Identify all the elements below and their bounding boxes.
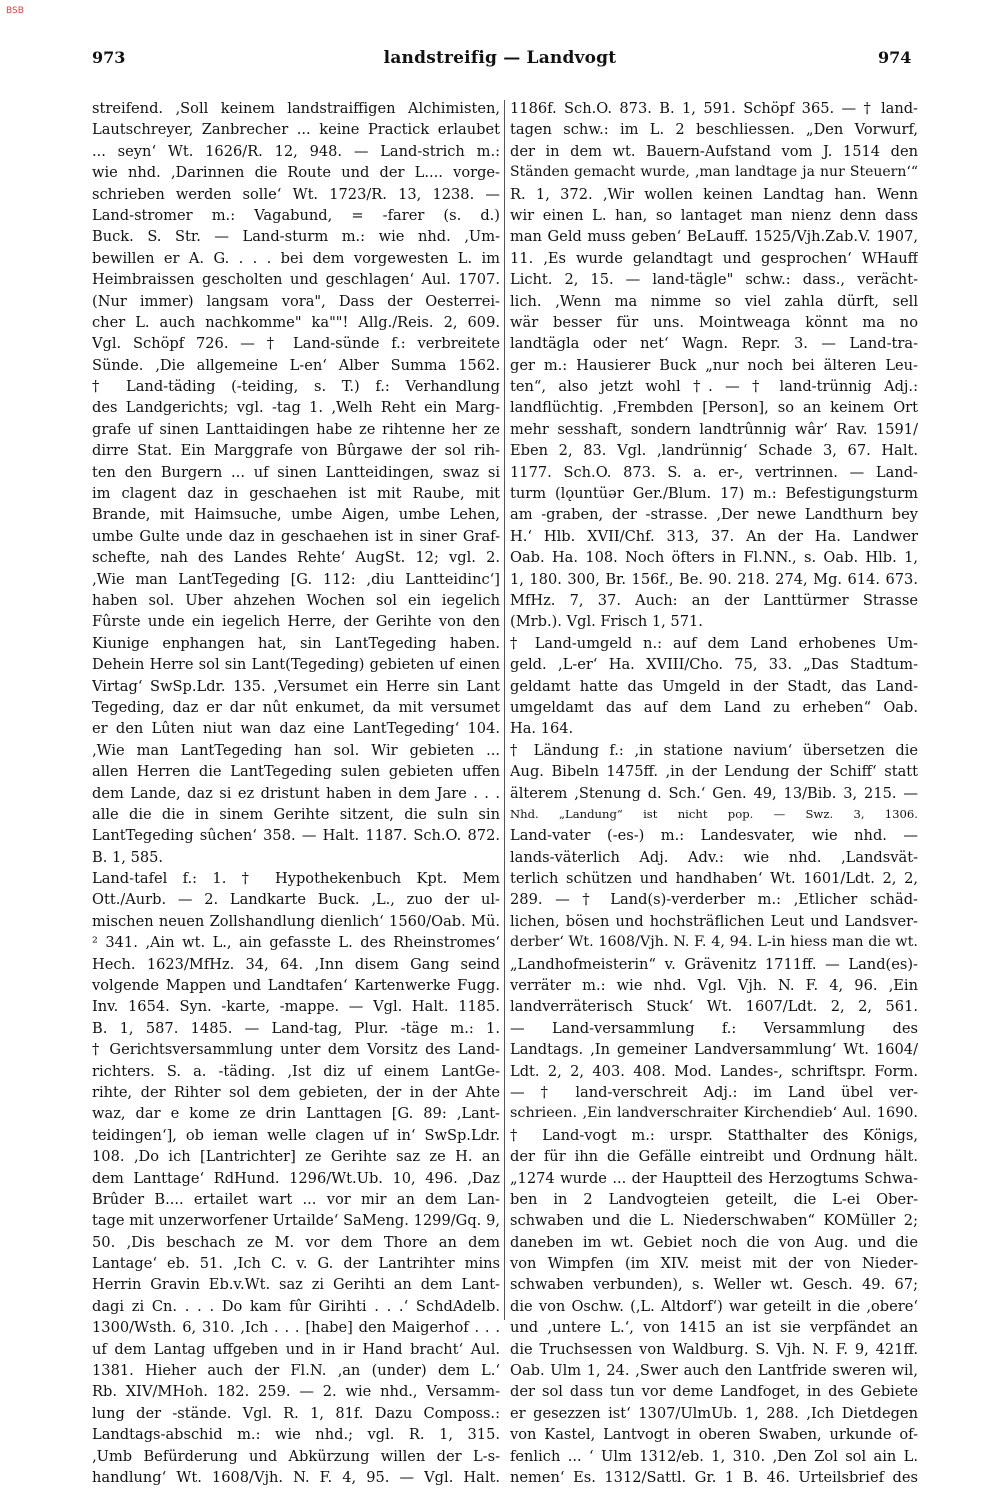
text-line: der sol dass tun vor deme Landfoget, in des Gebiete [510, 1383, 918, 1401]
text-line: umgeldamt das auf dem Land zu erheben“ Oab. [510, 698, 918, 716]
text-line: schwaben verbunden), s. Weller wt. Gesch. 49. 67; [510, 1276, 918, 1294]
text-line: (Nur immer) langsam vora", Dass der Oesterrei- [92, 292, 500, 310]
text-line: lung der -stände. Vgl. R. 1, 81f. Dazu Composs.: [92, 1404, 500, 1422]
text-line: schrieben werden solle‘ Wt. 1723/R. 13, 1238. — [92, 185, 500, 203]
text-line: R. 1, 372. ‚Wir wollen keinen Landtag han. Wenn [510, 185, 918, 203]
text-line: † Ländung f.: ‚in statione navium‘ übersetzen die [510, 741, 918, 759]
text-line: Aug. Bibeln 1475ff. ‚in der Lendung der Schiff‘ statt [510, 763, 918, 781]
text-line: des Landgerichts; vgl. -tag 1. ‚Welh Reht ein Marg- [92, 399, 500, 417]
text-line: handlung‘ Wt. 1608/Vjh. N. F. 4, 95. — Vgl. Halt. [92, 1469, 500, 1486]
text-line: alle die die in sinem Gerihte sitzent, die suln sin [92, 805, 500, 823]
text-line: Eben 2, 83. Vgl. ‚landrünnig‘ Schade 3, 67. Halt. [510, 442, 918, 460]
text-line: am -graben, der -strasse. ‚Der newe Landthurn bey [510, 506, 918, 524]
running-header-title: landstreifig — Landvogt [383, 48, 617, 68]
text-line: † Land-vogt m.: urspr. Statthalter des Königs, [510, 1126, 918, 1144]
text-line: ‚Wie man LantTegeding han sol. Wir gebieten ... [92, 741, 500, 759]
text-line: Landtags-abschid m.: wie nhd.; vgl. R. 1, 315. [92, 1426, 500, 1444]
text-line: landverräterisch Stuck‘ Wt. 1607/Ldt. 2, 2, 561. [510, 998, 918, 1016]
text-line: Buck. S. Str. — Land-sturm m.: wie nhd. ‚Um- [92, 228, 500, 246]
text-line: † Gerichtsversammlung unter dem Vorsitz des Land- [92, 1041, 500, 1059]
text-line: geld. ‚L-er‘ Ha. XVIII/Cho. 75, 33. „Das Stadtum- [510, 656, 918, 674]
text-line: 11. ‚Es wurde gelandtagt und gesprochen‘ WHauff [510, 249, 918, 267]
text-line: wir einen L. han, so lantaget man nienz denn dass [510, 206, 918, 224]
text-line: Ldt. 2, 2, 403. 408. Mod. Landes-, schriftspr. Form. [510, 1062, 918, 1080]
text-line: der in dem wt. Bauern-Aufstand vom J. 1514 den [510, 142, 918, 160]
text-line: Oab. Ulm 1, 24. ‚Swer auch den Lantfride sweren wil, [510, 1362, 918, 1380]
text-line: Dehein Herre sol sin Lant(Tegeding) gebieten uf einen [92, 656, 500, 674]
text-line: Land-stromer m.: Vagabund, = -farer (s. d.) [92, 206, 500, 224]
text-line: geldamt hatte das Umgeld in der Stadt, das Land- [510, 677, 918, 695]
text-line: rihte, der Rihter sol dem gebieten, der in der Ahte [92, 1083, 500, 1101]
text-line: die Truchsessen von Waldburg. S. Vjh. N. F. 9, 421ff. [510, 1340, 918, 1358]
text-line: 108. ‚Do ich [Lantrichter] ze Gerihte saz ze H. an [92, 1148, 500, 1166]
text-line: ben in 2 Landvogteien geteilt, die L-ei Ober- [510, 1190, 918, 1208]
right-text-column [510, 98, 918, 1488]
text-line: er gesezzen ist‘ 1307/UlmUb. 1, 288. ‚Ich Dietdegen [510, 1404, 918, 1422]
text-line: Rb. XIV/MHoh. 182. 259. — 2. wie nhd., Versamm- [92, 1383, 500, 1401]
text-line: „Landhofmeisterin“ v. Grävenitz 1711ff. — Land(es)- [510, 955, 918, 973]
text-line: dirre Stat. Ein Marggrafe von Bûrgawe der sol rih- [92, 442, 500, 460]
text-line: Oab. Ha. 108. Noch öfters in Fl.NN., s. Oab. Hlb. 1, [510, 549, 918, 567]
text-line: lichen, bösen und hochsträflichen Leut und Landsver- [510, 912, 918, 930]
left-text-column [92, 98, 500, 1488]
text-line: Nhd. „Landung“ ist nicht pop. — Swz. 3, 1306. [510, 806, 918, 821]
text-line: 1300/Wsth. 6, 310. ‚Ich . . . [habe] den Maigerhof . . . [92, 1319, 500, 1337]
text-line: derber‘ Wt. 1608/Vjh. N. F. 4, 94. L-in hiess man die wt. [510, 934, 918, 951]
text-line: uf dem Lantag uffgeben und in ir Hand bracht‘ Aul. [92, 1340, 500, 1358]
text-line: terlich schützen und handhaben‘ Wt. 1601/Ldt. 2, 2, [510, 870, 918, 888]
text-line: die von Oschw. (‚L. Altdorf‘) war geteilt in die ‚obere‘ [510, 1297, 918, 1315]
text-line: ten“, also jetzt wohl †. — † land-trünnig Adj.: [510, 378, 918, 396]
text-line: H.‘ Hlb. XVII/Chf. 313, 37. An der Ha. Landwer [510, 527, 918, 545]
text-line: schrieen. ‚Ein landverschraiter Kirchendieb‘ Aul. 1690. [510, 1105, 918, 1122]
text-line: grafe uf sinen Lanttaidingen habe ze rihtenne her ze [92, 420, 500, 438]
text-line: ‚Wie man LantTegeding [G. 112: ‚diu Lantteidinc‘] [92, 570, 500, 588]
text-line: tagen schw.: im L. 2 beschliessen. „Den Vorwurf, [510, 121, 918, 139]
text-line: turm (lǫuntüər Ger./Blum. 17) m.: Befestigungsturm [510, 485, 918, 503]
text-line: Hech. 1623/MfHz. 34, 64. ‚Inn disem Gang seind [92, 955, 500, 973]
text-line: Vgl. Schöpf 726. — † Land-sünde f.: verbreitete [92, 335, 500, 353]
text-line: dagi zi Cn. . . . Do kam fûr Girihti . . .‘ SchdAdelb. [92, 1297, 500, 1315]
left-page-number: 973 [92, 48, 126, 67]
text-line: haben sol. Uber ahzehen Wochen sol ein iegelich [92, 591, 500, 609]
text-line: ‚Umb Befürderung und Abkürzung willen der L-s- [92, 1447, 500, 1465]
text-line: Land-vater (-es-) m.: Landesvater, wie nhd. — [510, 827, 918, 845]
text-line: MfHz. 7, 37. Auch: an der Lanttürmer Strasse [510, 591, 918, 609]
text-line: 1186f. Sch.O. 873. B. 1, 591. Schöpf 365. — † land- [510, 100, 918, 117]
text-line: und ‚untere L.‘, von 1415 an ist sie verpfändet an [510, 1319, 918, 1337]
text-line: Ott./Aurb. — 2. Landkarte Buck. ‚L., zuo der ul- [92, 891, 500, 909]
text-line: ² 341. ‚Ain wt. L., ain gefasste L. des Rheinstromes‘ [92, 934, 500, 952]
text-line: Tegeding, daz er dar nût enkumet, da mit versumet [92, 698, 500, 716]
text-line: waz, dar e kome ze drin Lanttagen [G. 89: ‚Lant- [92, 1105, 500, 1123]
text-line: landtägla oder net‘ Wagn. Repr. 3. — Land-tra- [510, 335, 918, 353]
text-line: lands-väterlich Adj. Adv.: wie nhd. ‚Landsvät- [510, 848, 918, 866]
text-line: ten den Burgern ... uf sinen Lantteidingen, swaz si [92, 463, 500, 481]
text-line: ... seyn‘ Wt. 1626/R. 12, 948. — Land-strich m.: [92, 142, 500, 160]
text-line: LantTegeding sûchen‘ 358. — Halt. 1187. Sch.O. 872. [92, 827, 500, 845]
text-line: nemen‘ Es. 1312/Sattl. Gr. 1 B. 46. Urteilsbrief des [510, 1469, 918, 1486]
text-line: 1177. Sch.O. 873. S. a. er-, vertrinnen. — Land- [510, 463, 918, 481]
text-line: Brande, mit Haimsuche, umbe Aigen, umbe Lehen, [92, 506, 500, 524]
text-line: mischen neuen Zollshandlung dienlich‘ 1560/Oab. Mü. [92, 912, 500, 930]
text-line: bewillen er A. G. . . . bei dem vorgewesten L. im [92, 249, 500, 267]
text-line: Lantage‘ eb. 51. ‚Ich C. v. G. der Lantrihter mins [92, 1255, 500, 1273]
text-line: tage mit unzerworfener Urtailde‘ SaMeng. 1299/Gq. 9, [92, 1212, 500, 1230]
text-line: ger m.: Hausierer Buck „nur noch bei älteren Leu- [510, 356, 918, 374]
text-line: † Land-umgeld n.: auf dem Land erhobenes Um- [510, 634, 918, 652]
text-line: lich. ‚Wenn ma nimme so viel zahla dürft, sell [510, 292, 918, 310]
text-line: umbe Gulte unde daz in geschaehen ist in siner Graf- [92, 527, 500, 545]
right-page-number: 974 [878, 48, 912, 67]
text-line: Sünde. ‚Die allgemeine L-en‘ Alber Summa 1562. [92, 356, 500, 374]
text-line: Herrin Gravin Eb.v.Wt. saz zi Gerihti an dem Lant- [92, 1276, 500, 1294]
text-line: — † land-verschreit Adj.: im Land übel ver- [510, 1083, 918, 1101]
text-line: daneben im wt. Gebiet noch die von Aug. und die [510, 1233, 918, 1251]
text-line: landflüchtig. ‚Frembden [Person], so an keinem Ort [510, 399, 918, 417]
text-line: „1274 wurde ... der Hauptteil des Herzogtums Schwa- [510, 1169, 918, 1187]
text-line: mehr sesshaft, sondern landtrûnnig wâr‘ Rav. 1591/ [510, 420, 918, 438]
text-line: — Land-versammlung f.: Versammlung des [510, 1019, 918, 1037]
text-line: Kiunige enphangen hat, sin LantTegeding haben. [92, 634, 500, 652]
text-line: 289. — † Land(s)-verderber m.: ‚Etlicher schäd- [510, 891, 918, 909]
text-line: dem Lande, daz si ez dristunt haben in dem Jare . . . [92, 784, 500, 802]
text-line: wie nhd. ‚Darinnen die Route und der L.... vorge- [92, 164, 500, 182]
text-line: fenlich ... ‘ Ulm 1312/eb. 1, 310. ‚Den Zol sol ain L. [510, 1447, 918, 1465]
text-line: cher L. auch nachkomme" ka""! Allg./Reis. 2, 609. [92, 313, 500, 331]
text-line: † Land-täding (-teiding, s. T.) f.: Verhandlung [92, 378, 500, 396]
library-stamp: BSB [6, 6, 24, 16]
text-line: teidingen‘], ob ieman welle clagen uf in‘ SwSp.Ldr. [92, 1126, 500, 1144]
text-line: von Wimpfen (im XIV. meist mit der von Nieder- [510, 1255, 918, 1273]
text-line: Lautschreyer, Zanbrecher ... keine Practick erlaubet [92, 121, 500, 139]
column-divider [504, 100, 505, 1320]
text-line: dem Lanttage‘ RdHund. 1296/Wt.Ub. 10, 496. ‚Daz [92, 1169, 500, 1187]
text-line: Ständen gemacht wurde, ‚man landtage ja nur Steuern‘“ [510, 164, 918, 181]
text-line: Licht. 2, 15. — land-tägle" schw.: dass., verächt- [510, 271, 918, 289]
text-line: schwaben und die L. Niederschwaben“ KOMüller 2; [510, 1212, 918, 1230]
text-line: 1381. Hieher auch der Fl.N. ‚an (under) dem L.‘ [92, 1362, 500, 1380]
text-line: Landtags. ‚In gemeiner Landversammlung‘ Wt. 1604/ [510, 1041, 918, 1059]
text-line: Inv. 1654. Syn. -karte, -mappe. — Vgl. Halt. 1185. [92, 998, 500, 1016]
text-line: (Mrb.). Vgl. Frisch 1, 571. [510, 613, 703, 631]
text-line: verräter m.: wie nhd. Vgl. Vjh. N. F. 4, 96. ‚Ein [510, 977, 918, 995]
text-line: älterem ‚Stenung d. Sch.‘ Gen. 49, 13/Bib. 3, 215. — [510, 784, 918, 802]
text-line: streifend. ‚Soll keinem landstraiffigen Alchimisten, [92, 100, 500, 117]
text-line: 1, 180. 300, Br. 156f., Be. 90. 218. 274, Mg. 614. 673. [510, 570, 918, 588]
text-line: Ha. 164. [510, 720, 574, 738]
text-line: Land-tafel f.: 1. † Hypothekenbuch Kpt. Mem [92, 870, 500, 888]
text-line: wär besser für uns. Mointweaga könnt ma no [510, 313, 918, 331]
text-line: 50. ‚Dis beschach ze M. vor dem Thore an dem [92, 1233, 500, 1251]
text-line: allen Herren die LantTegeding sulen gebieten uffen [92, 763, 500, 781]
text-line: man Geld muss geben‘ BeLauff. 1525/Vjh.Zab.V. 1907, [510, 228, 918, 246]
text-line: richters. S. a. -täding. ‚Ist diz uf einem LantGe- [92, 1062, 500, 1080]
text-line: Fûrste unde ein iegelich Herre, der Gerihte von den [92, 613, 500, 631]
text-line: Virtag‘ SwSp.Ldr. 135. ‚Versumet ein Herre sin Lant [92, 677, 500, 695]
text-line: schefte, nah des Landes Rehte‘ AugSt. 12; vgl. 2. [92, 549, 500, 567]
text-line: volgende Mappen und Landtafen‘ Kartenwerke Fugg. [92, 977, 500, 995]
text-line: im clagent daz in geschaehen ist mit Raube, mit [92, 485, 500, 503]
text-line: der für ihn die Gefälle eintreibt und Ordnung hält. [510, 1148, 918, 1166]
text-line: von Kastel, Lantvogt in oberen Swaben, urkunde of- [510, 1426, 918, 1444]
text-line: B. 1, 587. 1485. — Land-tag, Plur. -täge m.: 1. [92, 1019, 500, 1037]
text-line: Brûder B.... ertailet wart ... vor mir an dem Lan- [92, 1190, 500, 1208]
text-line: Heimbraissen gescholten und geschlagen‘ Aul. 1707. [92, 271, 500, 289]
text-line: er den Lûten niut wan daz eine LantTegeding‘ 104. [92, 720, 500, 738]
text-line: B. 1, 585. [92, 848, 164, 866]
